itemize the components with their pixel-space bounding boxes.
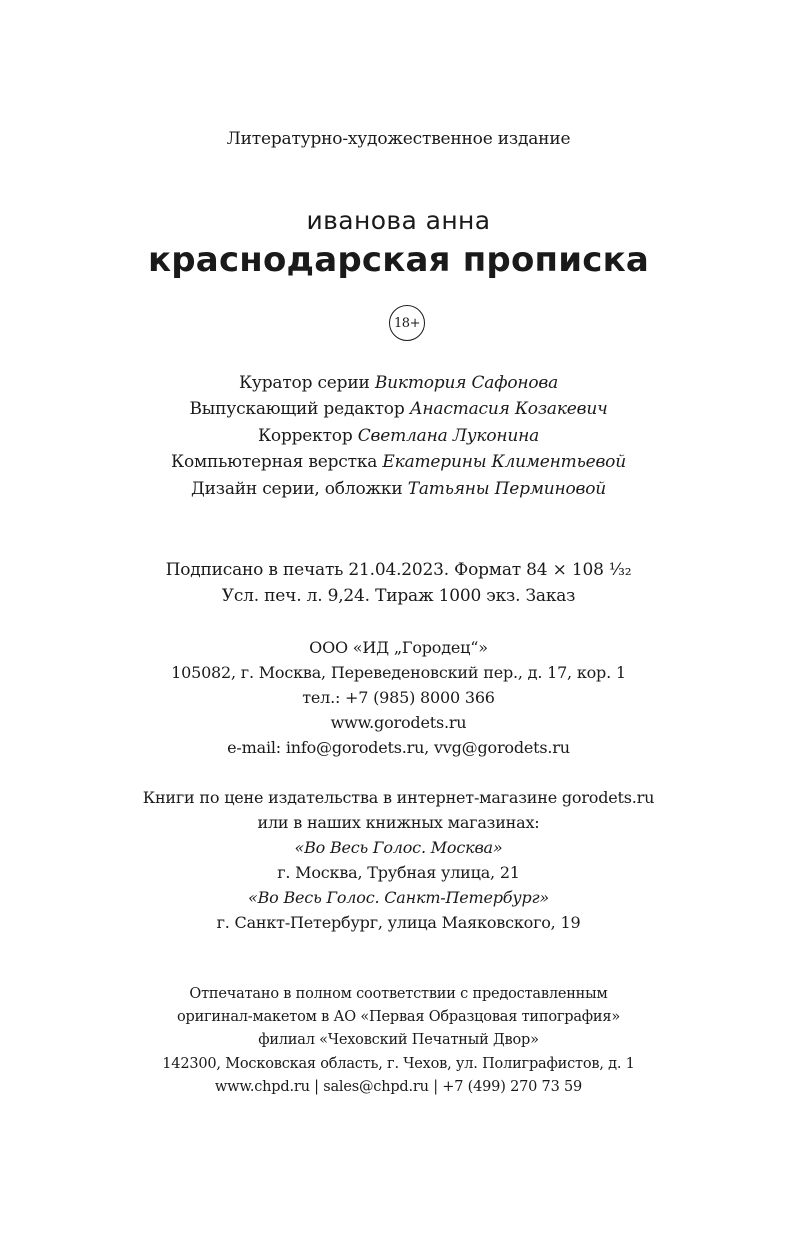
credit-line bbox=[0, 452, 797, 472]
credit-name: Анастасия Козакевич bbox=[409, 399, 608, 419]
printer-line: филиал «Чеховский Печатный Двор» bbox=[258, 1032, 539, 1048]
publisher-email: e-mail: info@gorodets.ru, vvg@gorodets.ru bbox=[227, 738, 570, 757]
publisher-phone: тел.: +7 (985) 8000 366 bbox=[302, 688, 495, 707]
edition-type: Литературно-художественное издание bbox=[226, 129, 571, 149]
shop-address: г. Москва, Трубная улица, 21 bbox=[277, 863, 520, 882]
credit-line bbox=[0, 373, 797, 393]
printer-line: Отпечатано в полном соответствии с предоставленным bbox=[189, 986, 608, 1002]
credit-role: Компьютерная верстка bbox=[171, 452, 378, 472]
publisher-address: 105082, г. Москва, Переведеновский пер., д. 17, кор. 1 bbox=[171, 663, 626, 682]
credit-line bbox=[0, 426, 797, 446]
print-signed: Подписано в печать 21.04.2023. Формат 84 × 108 ¹⁄₃₂ bbox=[165, 560, 632, 580]
credit-name: Екатерины Климентьевой bbox=[382, 452, 626, 472]
publisher-name: ООО «ИД „Городец“» bbox=[309, 638, 488, 657]
shop-name bbox=[0, 838, 797, 857]
credit-role: Дизайн серии, обложки bbox=[191, 479, 403, 499]
shop-name bbox=[0, 888, 797, 907]
credit-role: Куратор серии bbox=[238, 373, 370, 393]
credit-line bbox=[0, 479, 797, 499]
age-rating-badge bbox=[389, 305, 425, 341]
printer-line: www.chpd.ru | sales@chpd.ru | +7 (499) 270 73 59 bbox=[214, 1079, 583, 1095]
credit-line bbox=[0, 399, 797, 419]
shop-address: г. Санкт-Петербург, улица Маяковского, 19 bbox=[216, 913, 581, 932]
credit-name: Татьяны Перминовой bbox=[407, 479, 606, 499]
book-author: иванова анна bbox=[306, 206, 491, 235]
printer-line: 142300, Московская область, г. Чехов, ул. Полиграфистов, д. 1 bbox=[162, 1056, 635, 1072]
credit-name: Светлана Луконина bbox=[357, 426, 540, 446]
print-details: Усл. печ. л. 9,24. Тираж 1000 экз. Заказ bbox=[221, 586, 576, 606]
shop-name-text: «Во Весь Голос. Санкт-Петербург» bbox=[248, 888, 549, 907]
shop-name-text: «Во Весь Голос. Москва» bbox=[294, 838, 503, 857]
credit-role: Выпускающий редактор bbox=[189, 399, 405, 419]
publisher-website: www.gorodets.ru bbox=[330, 713, 467, 732]
shops-intro: Книги по цене издательства в интернет-магазине gorodets.ru bbox=[142, 788, 655, 807]
shops-intro-2: или в наших книжных магазинах: bbox=[257, 813, 540, 832]
credit-name: Виктория Сафонова bbox=[374, 373, 559, 393]
printer-line: оригинал-макетом в АО «Первая Образцовая типография» bbox=[176, 1009, 621, 1025]
credit-role: Корректор bbox=[257, 426, 353, 446]
age-rating-text: 18+ bbox=[394, 315, 420, 331]
book-title: краснодарская прописка bbox=[147, 240, 650, 280]
